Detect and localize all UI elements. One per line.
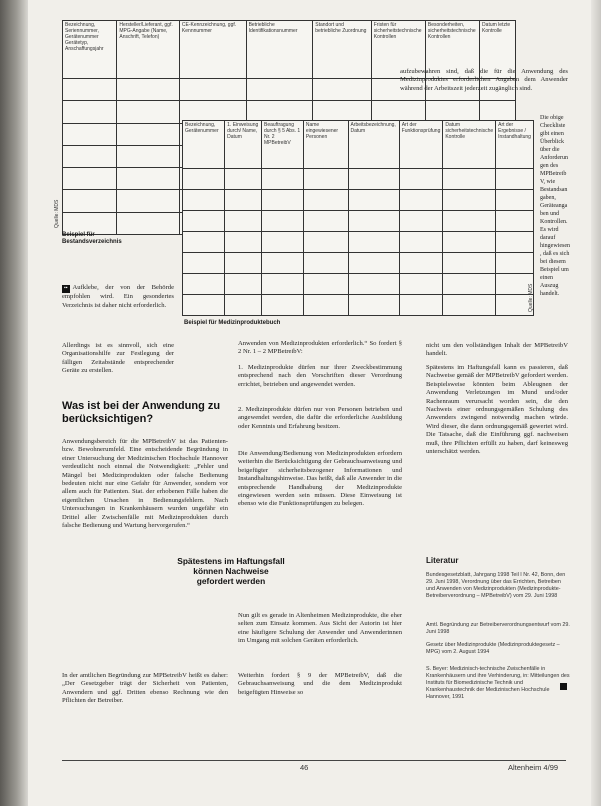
- literature-item: Bundesgesetzblatt, Jahrgang 1998 Teil I Nr. 42, Bonn, den 29. Juni 1998, Verordnung über das Errichten, Betreiben und Anwenden von Medizinprodukten (Medizinprodukte-Betreiberverordnung – MPBetreibV) vom 29. Juni 1998: [426, 572, 566, 599]
- logbook-form-caption: Beispiel für Medizinproduktebuch: [184, 320, 281, 326]
- form-header: Datum letzte Kontrolle: [480, 21, 516, 79]
- book-spine: [0, 0, 28, 806]
- literature-heading: Literatur: [426, 556, 459, 565]
- left-paragraph-3: In der amtlichen Begründung zur MPBetreibV heißt es daher: „Der Gesetzgeber trägt der Sicherheit von Patienten, Anwendern und ggf. Dritten ebenso Rechnung wie den Pflichten der Betreiber.: [62, 672, 228, 705]
- middle-paragraph-3: 2. Medizinprodukte dürfen nur von Personen betrieben und angewendet werden, die dafür die erforderliche Ausbildung oder Kenntnis und Erfahrung besitzen.: [238, 406, 402, 430]
- magazine-issue: Altenheim 4/99: [508, 763, 559, 772]
- left-paragraph-2: Anwendungsbereich für die MPBetreibV ist das Patienten- bzw. Bewohnerumfeld. Eine entscheidende Begründung in einer Untersuchung der Medizinischen Hochschule Hannover verdeutlicht noch einmal die Notwendigkeit: „Fehler und Mängel bei Medizinprodukten oder falsche Bedienung bedeuten nicht nur eine Gefahr für Anwender, sondern vor allem auch für Patienten. Stat. der erhobenen Fälle haben die eigentlichen Ursachen in Bedienungsfehlern. Nach Untersuchungen in Krankenhäusern wurden ungefähr ein Drittel aller Zwischenfälle mit Medizinprodukten durch falsche Bedienung und Wartung hervorgerufen.“: [62, 438, 228, 530]
- pull-quote: Spätestens im Haftungsfall können Nachweise gefordert werden: [177, 556, 285, 586]
- middle-paragraph-4: Die Anwendung/Bedienung von Medizinprodukten erfordern weiterhin die Berücksichtigung der Gebrauchsanweisung und beigefügter sicherheitsbezogener Informationen und Instandhaltungshinweise. Das heißt, daß alle Anwender in die entsprechende Handhabung der Medizinprodukte eingewiesen werden sein müssen. Diese Einweisung ist ebenso wie die Funktionsprüfungen zu belegen.: [238, 450, 402, 508]
- footer-rule: [62, 760, 566, 761]
- literature-item: Amtl. Begründung zur Betreiberverordnungsentwurf vom 29. Juni 1998: [426, 622, 570, 635]
- middle-paragraph-2: 1. Medizinprodukte dürfen nur ihrer Zweckbestimmung entsprechend nach den Vorschriften dieser Verordnung errichtet, betrieben und angewendet werden.: [238, 364, 402, 388]
- middle-paragraph-5: Nun gilt es gerade in Altenheimen Medizinprodukte, die eher selten zum Einsatz kommen. Aus Sicht der Autorin ist hier eine häufigere Schulung der Anwender und Anwenderinnen im Umgang mit solchen Geräten erforderlich.: [238, 612, 402, 645]
- form-header: Name eingewiesener Personen: [303, 121, 348, 169]
- device-logbook-form: [182, 120, 534, 316]
- inventory-form-caption: Beispiel für Bestandsverzeichnis: [62, 232, 122, 245]
- form-header: Bezeichnung, Gerätenummer: [183, 121, 225, 169]
- form-source-label: Quelle: MDS: [54, 199, 60, 228]
- form-header: Fristen für sicherheitstechnische Kontrollen: [371, 21, 425, 79]
- middle-paragraph-6: Weiterhin fordert § 9 der MPBetreibV, daß die Gebrauchsanweisung und die dem Medizinprodukt beigefügten Hinweise so: [238, 672, 402, 696]
- form-header: Art der Funktionsprüfung: [399, 121, 443, 169]
- form-header: Datum sicherheitstechnische Kontrolle: [443, 121, 496, 169]
- form-header: Betriebliche Identifikationsnummer: [246, 21, 313, 79]
- end-of-article-marker: [560, 683, 567, 690]
- form-header: Arbeitsbezeichnung, Datum: [348, 121, 399, 169]
- page-number: 46: [300, 763, 309, 772]
- middle-paragraph-1: Anwenden von Medizinprodukten erforderlich.“ So fordert § 2 Nr. 1 – 2 MPBetreibV:: [238, 340, 402, 356]
- form-header: Beauftragung durch § 5 Abs. 1 Nr. 2 MPBetreibV: [262, 121, 304, 169]
- right-paragraph-1: nicht um den vollständigen Inhalt der MPBetreibV handelt.: [426, 342, 568, 358]
- section-heading: Was ist bei der Anwendung zu berücksichtigen?: [62, 400, 221, 425]
- form-header: Art der Ergebnisse / Instandhaltung: [496, 121, 534, 169]
- form-header: Standort und betriebliche Zuordnung: [313, 21, 371, 79]
- right-paragraph-2: Spätestens im Haftungsfall kann es passieren, daß Nachweise gemäß der MPBetreibV gefordert werden. Beispielsweise könnten beim Ableugnen der Anwendung Verletzungen im Mund und/oder Rachenraum verursacht worden sein, die den Nachweis einer ordnungsgemäßen Schulung des Anwenders zwingend notwendig machen würde. Wird dieser, die dann ordnungsgemäß gewertet wird. Die Tatsache, daß die Einführung ggf. nachweisen muß, ihre Pflichten erfüllt zu haben, darf keinesweg unterschätzt werden.: [426, 364, 568, 456]
- literature-item: S. Beyer: Medizinisch-technische Zwischenfälle in Krankenhäusern und ihre Verhinderung, in: Mitteilungen des Instituts für Biomedizinische Technik und Krankenhaustechnik der Medizinischen Hochschule Hannover, 1991: [426, 666, 570, 700]
- literature-item: Gesetz über Medizinprodukte (Medizinproduktegesetz – MPG) vom 2. August 1994: [426, 642, 560, 655]
- right-top-paragraph: aufzubewahren sind, daß die für die Anwendung des Medizinproduktes erforderlichen Angaben dem Anwender während der Arbeitszeit jederzeit zugänglich sind.: [400, 68, 568, 92]
- form-header: CE-Kennzeichnung, ggf. Kennnummer: [179, 21, 246, 79]
- form-source-label: Quelle: MDS: [528, 283, 534, 312]
- left-paragraph-1: Allerdings ist es sinnvoll, sich eine Organisationshilfe zur Festlegung der fälligen Zeitabstände entsprechender Geräte zu erstellen.: [62, 342, 174, 375]
- section-marker-icon: ▪▪: [62, 285, 70, 293]
- right-narrow-paragraph: Die obige Checkliste gibt einen Überblick über die Anforderungen des MPBetreibV, wie Bestandsangaben, Geräteangaben und Kontrollen. Es wird darauf hingewiesen, daß es sich bei diesem Beispiel um einen Auszug handelt.: [540, 115, 570, 297]
- form-header: Hersteller/Lieferant, ggf. MPG-Angabe (Name, Anschrift, Telefon): [117, 21, 180, 79]
- form-header: Bezeichnung, Seriennummer, Gerätenummer Gerätetyp, Anschaffungsjahr: [63, 21, 117, 79]
- left-intro-paragraph: [62, 284, 174, 310]
- left-intro-text: Aufklebe, der von der Behörde empfohlen wird. Ein gesondertes Verzeichnis ist daher nicht erforderlich.: [62, 284, 174, 309]
- form-header: Besonderheiten, sicherheitstechnische Kontrollen: [425, 21, 479, 79]
- page-edge: [591, 0, 601, 806]
- form-header: 1. Einweisung durch/ Name, Datum: [225, 121, 262, 169]
